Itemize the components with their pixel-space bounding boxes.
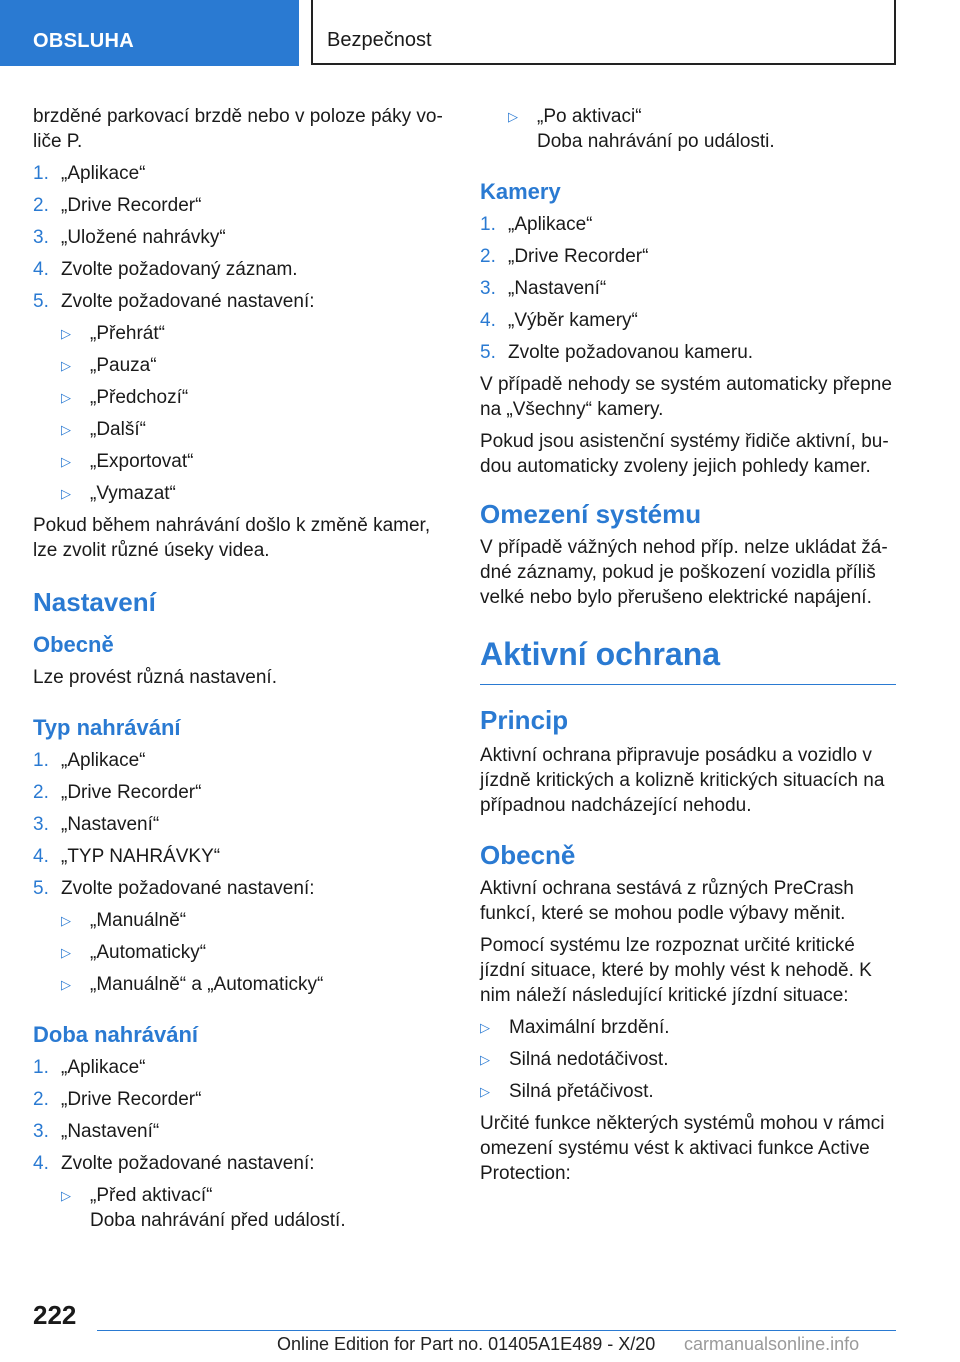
option-description: Doba nahrávání před událostí. (90, 1210, 346, 1231)
triangle-bullet-icon: ▷ (61, 486, 71, 501)
page-number: 222 (33, 1300, 77, 1330)
option-description: Doba nahrávání po události. (537, 131, 775, 152)
bullet-text: „Manuálně“ a „Automaticky“ (90, 974, 324, 995)
steps-list (33, 161, 443, 314)
list-item (33, 1055, 443, 1080)
obecne-right-heading: Obecně (480, 840, 576, 870)
step-number: 3. (480, 278, 496, 299)
list-item (33, 257, 443, 282)
list-item (61, 353, 443, 378)
list-item (33, 289, 443, 314)
triangle-bullet-icon: ▷ (61, 326, 71, 341)
step-text: „Uložené nahrávky“ (61, 227, 226, 248)
triangle-bullet-icon: ▷ (508, 109, 518, 124)
triangle-bullet-icon: ▷ (61, 1188, 71, 1203)
list-item (33, 844, 443, 869)
intro-text: brzděné parkovací brzdě nebo v poloze páky vo-liče P. (33, 106, 443, 152)
list-item (61, 449, 443, 474)
step-text: „Drive Recorder“ (61, 1089, 202, 1110)
step-number: 5. (33, 291, 49, 312)
list-item (61, 972, 443, 997)
triangle-bullet-icon: ▷ (61, 390, 71, 405)
options-list (33, 321, 443, 506)
option-label: „Před aktivací“ (90, 1185, 213, 1206)
list-item (480, 244, 896, 269)
step-text: „Aplikace“ (61, 1057, 146, 1078)
step-number: 4. (33, 846, 49, 867)
step-text: „Aplikace“ (61, 750, 146, 771)
note-text: Pokud během nahrávání došlo k změně kamer, lze zvolit různé úseky videa. (33, 515, 431, 561)
bullet-text: „Manuálně“ (90, 910, 187, 931)
step-number: 4. (480, 310, 496, 331)
step-text: „Nastavení“ (61, 814, 160, 835)
step-text: „Drive Recorder“ (508, 246, 649, 267)
list-item (33, 876, 443, 901)
list-item (61, 417, 443, 442)
bullet-text: „Vymazat“ (90, 483, 176, 504)
step-number: 5. (480, 342, 496, 363)
typ-heading: Typ nahrávání (33, 715, 181, 740)
obecne-text: Lze provést různá nastavení. (33, 667, 277, 688)
triangle-bullet-icon: ▷ (480, 1020, 490, 1035)
doba-steps-list (33, 1055, 443, 1176)
nastaveni-heading: Nastavení (33, 587, 156, 617)
step-text: Zvolte požadované nastavení: (61, 1153, 315, 1174)
step-number: 2. (33, 195, 49, 216)
bullet-text: Silná přetáčivost. (509, 1081, 654, 1102)
step-text: „Nastavení“ (61, 1121, 160, 1142)
bullet-text: Silná nedotáčivost. (509, 1049, 669, 1070)
typ-options-list (33, 908, 443, 997)
bullet-text: „Automaticky“ (90, 942, 207, 963)
list-item (33, 193, 443, 218)
doba-heading: Doba nahrávání (33, 1022, 199, 1047)
list-item (480, 1047, 896, 1072)
kamery-paragraph-2: Pokud jsou asistenční systémy řidiče aktivní, bu-dou automaticky zvoleny jejich pohledy kamer. (480, 431, 889, 477)
step-text: „Nastavení“ (508, 278, 607, 299)
step-number: 2. (480, 246, 496, 267)
triangle-bullet-icon: ▷ (61, 913, 71, 928)
list-item (61, 940, 443, 965)
obecne-heading: Obecně (33, 632, 114, 657)
section-tab[interactable]: OBSLUHA (0, 0, 299, 66)
step-number: 1. (33, 163, 49, 184)
triangle-bullet-icon: ▷ (61, 945, 71, 960)
princip-text: Aktivní ochrana připravuje posádku a vozidlo v jízdně kritických a kolizně kritických situacích na případnou nadcházející nehodu. (480, 745, 885, 816)
list-item (480, 1015, 896, 1040)
step-text: Zvolte požadovaný záznam. (61, 259, 298, 280)
step-number: 4. (33, 259, 49, 280)
list-item (480, 212, 896, 237)
step-number: 1. (480, 214, 496, 235)
list-item (480, 276, 896, 301)
list-item (61, 321, 443, 346)
step-text: „Drive Recorder“ (61, 195, 202, 216)
footer-divider (97, 1330, 896, 1331)
list-item (480, 1079, 896, 1104)
step-number: 3. (33, 814, 49, 835)
bullet-text: Maximální brzdění. (509, 1017, 670, 1038)
triangle-bullet-icon: ▷ (61, 422, 71, 437)
omezeni-text: V případě vážných nehod příp. nelze ukládat žá-dné záznamy, pokud je poškození vozidla příliš velké nebo bylo přerušeno elektrické napájení. (480, 537, 888, 608)
kamery-paragraph-1: V případě nehody se systém automaticky přepne na „Všechny“ kamery. (480, 374, 892, 420)
triangle-bullet-icon: ▷ (480, 1084, 490, 1099)
bullet-text: „Další“ (90, 419, 146, 440)
step-text: „Drive Recorder“ (61, 782, 202, 803)
list-item (33, 1151, 443, 1176)
omezeni-heading: Omezení systému (480, 499, 702, 529)
list-item (33, 161, 443, 186)
step-number: 1. (33, 750, 49, 771)
left-column (33, 104, 443, 1240)
bullet-text: „Přehrát“ (90, 323, 165, 344)
po-option (508, 104, 896, 154)
step-text: „Aplikace“ (508, 214, 593, 235)
watermark-text: carmanualsonline.info (684, 1334, 860, 1354)
list-item (33, 1087, 443, 1112)
step-number: 1. (33, 1057, 49, 1078)
step-text: „Aplikace“ (61, 163, 146, 184)
bullet-text: „Předchozí“ (90, 387, 189, 408)
obecne-paragraph-1: Aktivní ochrana sestává z různých PreCrash funkcí, které se mohou podle výbavy měnit. (480, 878, 854, 924)
list-item (480, 340, 896, 365)
list-item (480, 308, 896, 333)
list-item (61, 385, 443, 410)
list-item (33, 812, 443, 837)
option-label: „Po aktivaci“ (537, 106, 642, 127)
step-number: 3. (33, 227, 49, 248)
step-text: „Výběr kamery“ (508, 310, 638, 331)
triangle-bullet-icon: ▷ (480, 1052, 490, 1067)
aktivni-ochrana-heading: Aktivní ochrana (480, 634, 896, 685)
typ-steps-list (33, 748, 443, 901)
step-text: „TYP NAHRÁVKY“ (61, 846, 221, 867)
triangle-bullet-icon: ▷ (61, 358, 71, 373)
right-column (480, 104, 896, 1193)
step-number: 4. (33, 1153, 49, 1174)
list-item (33, 1119, 443, 1144)
kamery-steps-list (480, 212, 896, 365)
edition-text: Online Edition for Part no. 01405A1E489 - X/20 (277, 1334, 656, 1354)
princip-heading: Princip (480, 705, 569, 735)
situations-list (480, 1015, 896, 1104)
triangle-bullet-icon: ▷ (61, 454, 71, 469)
bullet-text: „Exportovat“ (90, 451, 194, 472)
step-number: 5. (33, 878, 49, 899)
kamery-heading: Kamery (480, 179, 561, 204)
doba-option (61, 1183, 443, 1233)
triangle-bullet-icon: ▷ (61, 977, 71, 992)
bullet-text: „Pauza“ (90, 355, 157, 376)
obecne-paragraph-2: Pomocí systému lze rozpoznat určité kritické jízdní situace, které by mohly vést k nehodě. K nim náleží následující kritické jízdní situace: (480, 935, 872, 1006)
chapter-title: Bezpečnost (311, 0, 896, 65)
step-text: Zvolte požadované nastavení: (61, 291, 315, 312)
step-number: 2. (33, 1089, 49, 1110)
step-number: 2. (33, 782, 49, 803)
list-item (33, 225, 443, 250)
list-item (33, 780, 443, 805)
list-item (61, 481, 443, 506)
list-item (33, 748, 443, 773)
step-text: Zvolte požadovanou kameru. (508, 342, 754, 363)
list-item (61, 908, 443, 933)
step-text: Zvolte požadované nastavení: (61, 878, 315, 899)
step-number: 3. (33, 1121, 49, 1142)
closing-text: Určité funkce některých systémů mohou v rámci omezení systému vést k aktivaci funkce Active Protection: (480, 1113, 885, 1184)
